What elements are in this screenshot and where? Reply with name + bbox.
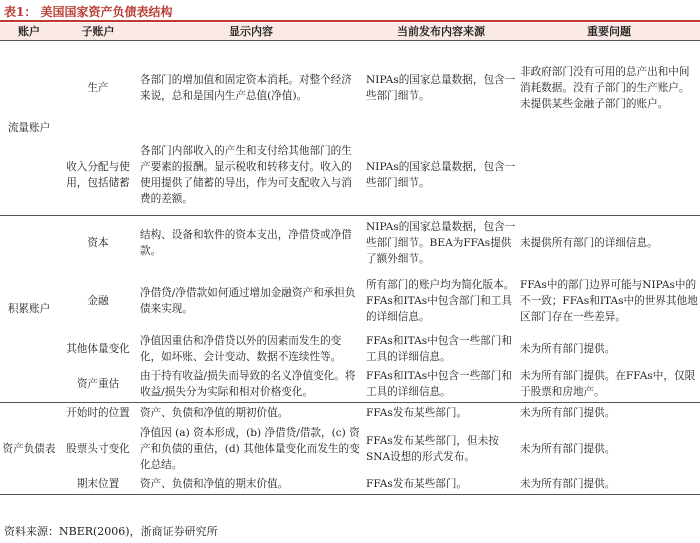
- table-row: [0, 331, 700, 367]
- subaccount-cell: 期末位置: [58, 475, 138, 495]
- account-cell: 资产负债表: [0, 403, 58, 495]
- subaccount-cell: 开始时的位置: [66, 406, 130, 419]
- content-cell: 资产、负债和净值的期末价值。: [138, 475, 364, 495]
- source-note: 资料来源：NBER(2006)，浙商证券研究所: [4, 525, 218, 538]
- table-row: [0, 216, 700, 271]
- content-cell: 各部门内部收入的产生和支付给其他部门的生产要素的报酬。显示税收和转移支付。收入的使用提供了储蓄的导出，作为可支配收入与消费的差额。: [138, 136, 364, 216]
- account-cell: 积累账户: [0, 216, 58, 403]
- header-row: [0, 23, 700, 41]
- source-cell: NIPAs的国家总量数据，包含一些部门细节。: [366, 74, 516, 103]
- title-divider: [0, 20, 700, 22]
- subaccount-cell: 生产: [87, 82, 109, 95]
- content-cell: 由于持有收益/损失而导致的名义净值变化。将收益/损失分为实际和相对价格变化。: [138, 367, 364, 403]
- subaccount-cell: 其他体量变化: [66, 342, 130, 355]
- content-cell: 净值因重估和净借贷以外的因素而发生的变化，如坏账、会计变动、数据不连续性等。: [140, 334, 342, 363]
- issue-cell: 未为所有部门提供。: [520, 342, 616, 355]
- issue-cell: 非政府部门没有可用的总产出和中间消耗数据。没有子部门的生产账户。未提供某些金融子部门的账户。: [520, 66, 690, 111]
- source-cell: FFAs和ITAs中包含一些部门和工具的详细信息。: [366, 334, 512, 363]
- subaccount-cell: 资本: [87, 237, 109, 250]
- header-account: 账户: [0, 23, 58, 41]
- table-row: [0, 136, 700, 216]
- header-source: 当前发布内容来源: [364, 23, 518, 41]
- issue-cell: FFAs中的部门边界可能与NIPAs中的不一致；FFAs和ITAs中的世界其他地区部门存在一些差异。: [520, 278, 698, 323]
- source-cell: NIPAs的国家总量数据，包含一些部门细节。: [364, 136, 518, 216]
- content-cell: 净借贷/净借款如何通过增加金融资产和承担负债来实现。: [140, 286, 356, 315]
- issue-cell: 未为所有部门提供。: [520, 406, 616, 419]
- header-content: 显示内容: [138, 23, 364, 41]
- source-cell: FFAs发布某些部门。: [364, 475, 518, 495]
- issue-cell: 未提供所有部门的详细信息。: [520, 237, 658, 250]
- source-cell: 所有部门的账户均为简化版本。FFAs和ITAs中包含部门和工具的详细信息。: [366, 278, 515, 323]
- content-cell: 结构、设备和软件的资本支出，净借贷或净借款。: [140, 229, 352, 258]
- source-cell: FFAs发布某些部门。: [366, 406, 468, 419]
- header-subaccount: 子账户: [58, 23, 138, 41]
- subaccount-cell: 股票头寸变化: [66, 442, 130, 455]
- source-cell: FFAs发布某些部门，但未按SNA设想的形式发布。: [366, 434, 499, 463]
- table-row: [0, 367, 700, 403]
- source-cell: NIPAs的国家总量数据，包含一些部门细节。BEA为FFAs提供了额外细节。: [366, 221, 516, 266]
- issue-cell: [518, 136, 700, 216]
- balance-sheet-table: [0, 23, 700, 495]
- issue-cell: 未为所有部门提供。: [520, 442, 616, 455]
- subaccount-cell: 收入分配与使用，包括储蓄: [58, 136, 138, 216]
- content-cell: 净值因 (a) 资本形成，(b) 净借贷/借款，(c) 资产和负债的重估，(d) 其他体量变化而发生的变化总结。: [140, 426, 360, 471]
- table-row: [0, 423, 700, 475]
- header-issues: 重要问题: [518, 23, 700, 41]
- table-row: [0, 475, 700, 495]
- content-cell: 各部门的增加值和固定资本消耗。对整个经济来说，总和是国内生产总值(净值)。: [140, 74, 352, 103]
- subaccount-cell: 资产重估: [58, 367, 138, 403]
- table-row: [0, 41, 700, 136]
- issue-cell: 未为所有部门提供。在FFAs中，仅限于股票和房地产。: [518, 367, 700, 403]
- source-cell: FFAs和ITAs中包含一些部门和工具的详细信息。: [364, 367, 518, 403]
- issue-cell: 未为所有部门提供。: [518, 475, 700, 495]
- table-row: [0, 403, 700, 423]
- table-row: [0, 271, 700, 331]
- subaccount-cell: 金融: [87, 294, 109, 307]
- account-cell: 流量账户: [0, 41, 58, 216]
- content-cell: 资产、负债和净值的期初价值。: [140, 406, 289, 419]
- table-title: 表1： 美国国家资产负债表结构: [4, 5, 173, 19]
